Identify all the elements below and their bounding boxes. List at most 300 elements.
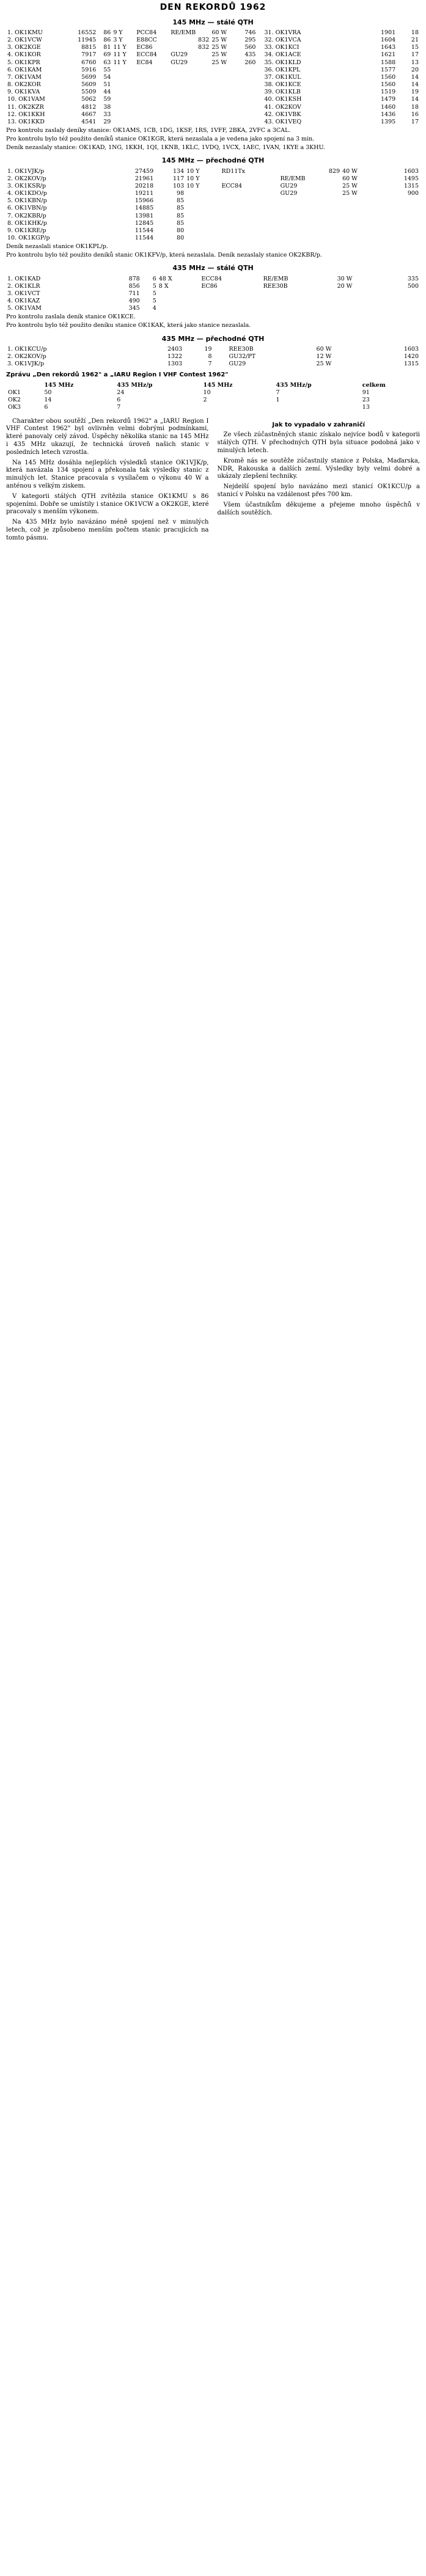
table-cell xyxy=(341,197,381,205)
table-cell xyxy=(237,104,257,111)
table-cell xyxy=(135,89,169,96)
table-cell: 7. OK1VAM xyxy=(7,73,42,81)
table-cell xyxy=(169,81,210,89)
table-cell xyxy=(213,346,221,353)
table-cell xyxy=(210,67,237,74)
table-cell: 5916 xyxy=(81,66,97,73)
table-cell: 2. OK1KLR xyxy=(7,282,40,290)
section-heading-145-stale: 145 MHz — stálé QTH xyxy=(172,18,254,26)
table-cell xyxy=(112,96,135,103)
table-cell: 5609 xyxy=(81,81,97,89)
table-cell: 51 xyxy=(103,81,111,89)
table-cell: 3. OK1KSR/p xyxy=(7,182,46,189)
article-paragraph: V kategorii stálých QTH zvítězila stanice OK1KMU s 86 spojeními. Dobře se umístily i stanice OK1VCW a OK2KGE, které pracovaly s menším výkonem. xyxy=(6,492,209,516)
table-cell: 20 xyxy=(411,66,419,73)
table-cell: 1603 xyxy=(403,345,419,353)
table-row xyxy=(263,59,420,67)
table-cell: 5. OK1KPR xyxy=(7,59,40,66)
table-cell xyxy=(210,119,237,126)
results-table-435-stale xyxy=(6,276,420,313)
table-cell: GU29 xyxy=(171,59,188,66)
table-cell: 1519 xyxy=(381,89,396,96)
table-cell xyxy=(381,197,420,205)
table-cell: 1315 xyxy=(403,360,419,367)
table-cell: 345 xyxy=(128,305,140,312)
table-cell: 19 xyxy=(204,345,212,353)
table-cell: 1303 xyxy=(167,360,183,367)
table-cell: 9. OK1KVA xyxy=(7,89,40,96)
table-row xyxy=(6,205,420,212)
table-row xyxy=(6,235,420,242)
table-row xyxy=(6,283,420,290)
table-cell xyxy=(112,119,135,126)
table-row xyxy=(263,96,420,103)
table-cell: 5509 xyxy=(81,89,97,96)
table-cell: 832 xyxy=(198,37,210,44)
table-cell xyxy=(210,81,237,89)
table-row xyxy=(263,44,420,51)
table-row xyxy=(6,346,420,353)
table-cell: 11 Y xyxy=(113,51,127,59)
table-row xyxy=(263,104,420,111)
table-row xyxy=(263,81,420,89)
table-cell: 10 xyxy=(203,389,211,397)
table-cell: REE30B xyxy=(229,345,254,353)
table-cell: 134 xyxy=(172,167,185,175)
table-cell: 18 xyxy=(411,103,419,111)
table-cell: 31. OK1VRA xyxy=(264,29,301,36)
table-cell: 5 xyxy=(152,290,156,297)
table-cell: 11 Y xyxy=(113,59,127,66)
summary-header-cell: 145 MHz xyxy=(203,381,233,389)
table-cell: 15 xyxy=(411,44,419,51)
table-cell: 14885 xyxy=(134,205,154,212)
table-cell: 14 xyxy=(411,81,419,89)
table-cell: 5 xyxy=(152,282,156,290)
table-cell: 6 xyxy=(117,397,121,404)
summary-header-row xyxy=(6,382,420,389)
results-table-435-prechodne xyxy=(6,346,420,368)
table-cell: GU32/PT xyxy=(229,353,256,360)
table-cell xyxy=(381,213,420,220)
table-cell: 20218 xyxy=(134,182,154,189)
table-cell: 16552 xyxy=(78,29,97,36)
table-cell: ECC84 xyxy=(136,51,157,59)
table-cell: RD11Tx xyxy=(221,167,246,175)
table-cell: 4. OK1KDO/p xyxy=(7,190,47,197)
article-left-column xyxy=(6,418,209,545)
table-cell: 5. OK1KBN/p xyxy=(7,197,47,205)
table-cell xyxy=(200,298,262,305)
table-cell: 59 xyxy=(103,96,111,103)
table-cell: EC86 xyxy=(136,44,153,51)
table-cell: 435 xyxy=(244,51,256,59)
table-cell: 7. OK2KBR/p xyxy=(7,212,46,219)
table-cell xyxy=(220,220,279,227)
table-cell xyxy=(262,298,336,305)
table-cell xyxy=(185,205,220,212)
table-cell: EC84 xyxy=(136,59,153,66)
table-cell xyxy=(185,190,220,197)
table-cell: 16 xyxy=(411,111,419,118)
section-note: Pro kontrolu bylo též použito deníků stanic OK1KFV/p, která nezaslala. Deník nezaslaly stanice OK2KBR/p. xyxy=(6,252,322,259)
table-row xyxy=(263,37,420,44)
table-cell: 55 xyxy=(103,66,111,73)
table-cell: 25 W xyxy=(342,182,358,189)
table-cell: 1 xyxy=(276,397,280,404)
table-cell: OK1 xyxy=(8,389,21,397)
table-cell: 25 W xyxy=(211,37,227,44)
table-cell: 63 xyxy=(103,59,111,66)
table-cell xyxy=(112,104,135,111)
table-cell xyxy=(135,104,169,111)
table-cell xyxy=(220,205,279,212)
table-cell xyxy=(220,197,279,205)
table-cell: 12 W xyxy=(316,353,332,360)
table-cell xyxy=(112,81,135,89)
results-table-145-prechodne xyxy=(6,168,420,243)
table-cell xyxy=(237,74,257,81)
table-cell: 40. OK1KSH xyxy=(264,96,302,103)
article-paragraph: Kromě nás se soutěže zúčastnily stanice z Polska, Maďarska, NDR, Rakouska a dalších zemí. Výsledky byly velmi dobré a ukázaly zlepšení techniky. xyxy=(217,457,420,480)
table-cell xyxy=(237,81,257,89)
table-cell xyxy=(135,67,169,74)
table-cell: 8 xyxy=(208,353,212,360)
table-cell xyxy=(210,89,237,96)
table-cell xyxy=(341,235,381,242)
article-right-heading: Jak to vypadalo v zahraničí xyxy=(272,421,365,428)
table-cell xyxy=(221,360,228,368)
table-cell: 32. OK1VCA xyxy=(264,37,301,44)
table-cell: 560 xyxy=(244,44,256,51)
table-row xyxy=(6,37,257,44)
article-paragraph: Na 145 MHz dosáhla nejlepších výsledků stanice OK1VJK/p, která navázala 134 spojení a překonala tak výsledky stanic z minulých let. Stanice pracovala s vysílačem o výkonu 40 W a anténou s velkým ziskem. xyxy=(6,459,209,489)
table-row xyxy=(6,81,257,89)
table-cell xyxy=(112,67,135,74)
table-cell: 85 xyxy=(177,197,185,205)
table-cell xyxy=(383,290,420,298)
table-row xyxy=(6,168,420,175)
table-cell: 91 xyxy=(362,389,370,397)
table-cell: 295 xyxy=(244,37,256,44)
table-cell: 20 W xyxy=(337,282,353,290)
table-cell xyxy=(185,220,220,227)
table-cell xyxy=(220,213,279,220)
table-row xyxy=(6,404,420,411)
table-row xyxy=(6,276,420,283)
table-cell: 1420 xyxy=(403,353,419,360)
table-row xyxy=(6,197,420,205)
table-cell: 10 Y xyxy=(186,182,200,189)
table-cell xyxy=(169,89,210,96)
table-cell: 11945 xyxy=(78,37,97,44)
table-cell xyxy=(169,119,210,126)
table-cell: 85 xyxy=(177,219,185,227)
table-row xyxy=(263,67,420,74)
table-cell: 12845 xyxy=(134,219,154,227)
table-cell: 11. OK2KZR xyxy=(7,103,44,111)
table-cell xyxy=(220,235,279,242)
table-cell: 6. OK1KAM xyxy=(7,66,42,73)
table-cell xyxy=(341,220,381,227)
table-cell xyxy=(202,404,274,411)
table-cell xyxy=(221,346,228,353)
table-cell: 2. OK1VCW xyxy=(7,37,42,44)
table-row xyxy=(6,227,420,235)
table-cell xyxy=(210,74,237,81)
summary-title: Zprávu „Den rekordů 1962" a „IARU Region I VHF Contest 1962" xyxy=(6,371,229,379)
table-cell: 13 xyxy=(411,59,419,66)
table-cell xyxy=(279,205,341,212)
table-cell xyxy=(336,305,384,312)
table-cell: 3. OK1VJK/p xyxy=(7,360,45,367)
table-cell: RE/EMB xyxy=(171,29,196,36)
table-cell: 1460 xyxy=(381,103,396,111)
table-cell: 829 xyxy=(328,167,340,175)
table-cell: 5 xyxy=(152,297,156,304)
table-row xyxy=(6,190,420,197)
table-row xyxy=(6,96,257,103)
table-cell: 42. OK1VBK xyxy=(264,111,301,118)
table-cell: 85 xyxy=(177,205,185,212)
table-cell: GU29 xyxy=(280,182,298,189)
table-cell xyxy=(220,190,279,197)
table-cell: 6760 xyxy=(81,59,97,66)
table-cell: 35. OK1KLD xyxy=(264,59,301,66)
section-note: Pro kontrolu zaslaly deníky stanice: OK1AMS, 1CB, 1DG, 1KSF, 1RS, 1VFF, 2BKA, 2VFC a 3CAL. xyxy=(6,127,291,134)
table-cell: 18 xyxy=(411,29,419,36)
table-row xyxy=(6,51,257,59)
table-cell xyxy=(274,404,361,411)
table-cell: 7 xyxy=(208,360,212,367)
table-cell: 1560 xyxy=(381,81,396,89)
table-cell xyxy=(341,227,381,235)
table-cell: 1560 xyxy=(381,73,396,81)
summary-header-cell: 435 MHz/p xyxy=(117,381,153,389)
table-cell: 1479 xyxy=(381,96,396,103)
table-cell xyxy=(158,305,200,312)
table-cell xyxy=(185,213,220,220)
table-cell xyxy=(185,197,220,205)
table-row xyxy=(263,29,420,37)
table-cell: PCC84 xyxy=(136,29,157,36)
table-cell: EC86 xyxy=(201,282,218,290)
table-cell: 1315 xyxy=(403,182,419,189)
table-cell: 1. OK1KCU/p xyxy=(7,345,47,353)
summary-header-cell: celkem xyxy=(362,381,386,389)
table-cell: 54 xyxy=(103,73,111,81)
table-cell: 14 xyxy=(411,96,419,103)
table-cell xyxy=(213,360,221,368)
table-cell: 38. OK1KCE xyxy=(264,81,301,89)
article-columns xyxy=(6,418,420,545)
table-cell: 746 xyxy=(244,29,256,36)
table-cell xyxy=(279,197,341,205)
table-cell: 12. OK1KKH xyxy=(7,111,45,118)
table-cell: 6. OK1VBN/p xyxy=(7,205,47,212)
table-cell: 1322 xyxy=(167,353,183,360)
table-cell xyxy=(381,205,420,212)
table-cell: 80 xyxy=(177,227,185,234)
table-cell xyxy=(279,220,341,227)
table-cell xyxy=(279,213,341,220)
table-row xyxy=(263,119,420,126)
table-cell: 9 Y xyxy=(113,29,123,36)
summary-table xyxy=(6,382,420,412)
table-cell xyxy=(262,290,336,298)
table-cell: 3 Y xyxy=(113,37,123,44)
table-cell: 1901 xyxy=(381,29,396,36)
table-cell: 86 xyxy=(103,29,111,36)
table-cell: 85 xyxy=(177,212,185,219)
article-paragraph: Na 435 MHz bylo navázáno méně spojení než v minulých letech, což je způsobeno menším počtem stanic pracujících na tomto pásmu. xyxy=(6,519,209,541)
table-cell xyxy=(213,353,221,360)
table-cell: 1603 xyxy=(403,167,419,175)
table-cell: 711 xyxy=(128,290,140,297)
table-cell xyxy=(210,104,237,111)
table-cell: 48 X xyxy=(158,275,172,282)
table-cell: 14 xyxy=(44,397,52,404)
table-cell: 1. OK1VJK/p xyxy=(7,167,45,175)
table-cell: 3. OK2KGE xyxy=(7,44,41,51)
table-row xyxy=(6,89,257,96)
table-row xyxy=(6,59,257,67)
table-cell: 878 xyxy=(128,275,140,282)
table-cell: 1621 xyxy=(381,51,396,59)
table-cell: 40 W xyxy=(342,167,358,175)
summary-header-cell xyxy=(6,382,42,389)
table-cell: ECC84 xyxy=(221,182,243,189)
table-cell xyxy=(169,104,210,111)
summary-header-cell: 435 MHz/p xyxy=(276,381,312,389)
table-cell: 19211 xyxy=(134,190,154,197)
table-cell: 34. OK1ACE xyxy=(264,51,301,59)
table-row xyxy=(6,74,257,81)
table-cell: 10 Y xyxy=(186,167,200,175)
article-right-column xyxy=(218,418,420,545)
table-cell: 10. OK1KGP/p xyxy=(7,234,50,241)
table-cell: 25 W xyxy=(316,360,332,367)
table-cell xyxy=(221,353,228,360)
table-cell: 6 xyxy=(152,275,156,282)
table-cell: 50 xyxy=(44,389,52,397)
table-cell: 8815 xyxy=(81,44,97,51)
table-cell: ECC84 xyxy=(201,275,222,282)
table-row xyxy=(263,89,420,96)
table-cell: 10 Y xyxy=(186,175,200,182)
table-cell xyxy=(336,290,384,298)
table-cell: 25 W xyxy=(211,44,227,51)
table-cell: 37. OK1KUL xyxy=(264,73,301,81)
article-paragraph: Charakter obou soutěží „Den rekordů 1962" a „IARU Region I VHF Contest 1962" byl ovlivněn velmi dobrými podmínkami, které panovaly celý závod. Úspěchy několika stanic na 145 MHz i 435 MHz ukazují, že technická úroveň našich stanic v posledních letech vzrostla. xyxy=(6,417,209,456)
table-cell xyxy=(185,227,220,235)
table-cell xyxy=(112,89,135,96)
table-cell: 30 W xyxy=(337,275,353,282)
table-cell xyxy=(262,305,336,312)
document-title: DEN REKORDŮ 1962 xyxy=(160,2,266,12)
table-cell: 1395 xyxy=(381,118,396,125)
table-cell: 5062 xyxy=(81,96,97,103)
table-cell xyxy=(135,74,169,81)
table-row xyxy=(6,220,420,227)
table-row xyxy=(263,51,420,59)
table-cell: 33 xyxy=(103,111,111,118)
table-cell xyxy=(381,220,420,227)
table-cell xyxy=(220,175,279,183)
table-cell: 4541 xyxy=(81,118,97,125)
table-cell: 1577 xyxy=(381,66,396,73)
table-cell: 4. OK1KAZ xyxy=(7,297,40,304)
table-cell: 60 W xyxy=(316,345,332,353)
table-cell: 3. OK1VCT xyxy=(7,290,40,297)
table-cell: 25 W xyxy=(211,51,227,59)
table-cell xyxy=(237,96,257,103)
table-row xyxy=(6,44,257,51)
table-cell: GU29 xyxy=(280,190,298,197)
table-cell: 1588 xyxy=(381,59,396,66)
table-cell: 4667 xyxy=(81,111,97,118)
table-cell: 29 xyxy=(103,118,111,125)
table-cell xyxy=(381,227,420,235)
table-cell: 1436 xyxy=(381,111,396,118)
section-heading-145-prechodne: 145 MHz — přechodné QTH xyxy=(161,156,265,165)
table-cell: 23 xyxy=(362,397,370,404)
table-cell: 2. OK2KOV/p xyxy=(7,353,46,360)
table-cell: 11 Y xyxy=(113,44,127,51)
table-cell: 43. OK1VEQ xyxy=(264,118,302,125)
table-cell xyxy=(210,96,237,103)
table-cell: 25 W xyxy=(211,59,227,66)
table-row xyxy=(6,175,420,183)
table-cell xyxy=(341,213,381,220)
table-cell xyxy=(169,96,210,103)
table-row xyxy=(6,111,257,119)
table-row xyxy=(263,74,420,81)
table-cell: 11544 xyxy=(134,234,154,241)
table-cell: 7 xyxy=(117,404,121,411)
table-cell: 7917 xyxy=(81,51,97,59)
table-cell: 490 xyxy=(128,297,140,304)
table-cell xyxy=(237,89,257,96)
table-cell: 4812 xyxy=(81,103,97,111)
table-cell: 10. OK1VAM xyxy=(7,96,45,103)
table-cell: 13 xyxy=(362,404,370,411)
table-cell: 38 xyxy=(103,103,111,111)
table-row xyxy=(6,183,420,190)
table-row xyxy=(6,389,420,397)
table-row xyxy=(6,360,420,368)
table-cell: 4 xyxy=(152,305,156,312)
table-cell xyxy=(279,227,341,235)
table-cell: 69 xyxy=(103,51,111,59)
table-cell: 27459 xyxy=(134,167,154,175)
table-cell: 33. OK1KCI xyxy=(264,44,299,51)
table-cell: GU29 xyxy=(171,51,188,59)
table-cell: 21961 xyxy=(134,175,154,182)
table-cell: 8. OK2KOR xyxy=(7,81,41,89)
table-cell: 2. OK2KOV/p xyxy=(7,175,46,182)
table-cell: 17 xyxy=(411,118,419,125)
table-cell: 19 xyxy=(411,89,419,96)
table-row xyxy=(6,353,420,360)
table-row xyxy=(6,29,257,37)
table-row xyxy=(6,104,257,111)
table-cell: 41. OK2KOV xyxy=(264,103,301,111)
table-cell: 81 xyxy=(103,44,111,51)
table-cell: REE30B xyxy=(263,282,288,290)
table-cell xyxy=(112,111,135,119)
table-cell xyxy=(135,81,169,89)
